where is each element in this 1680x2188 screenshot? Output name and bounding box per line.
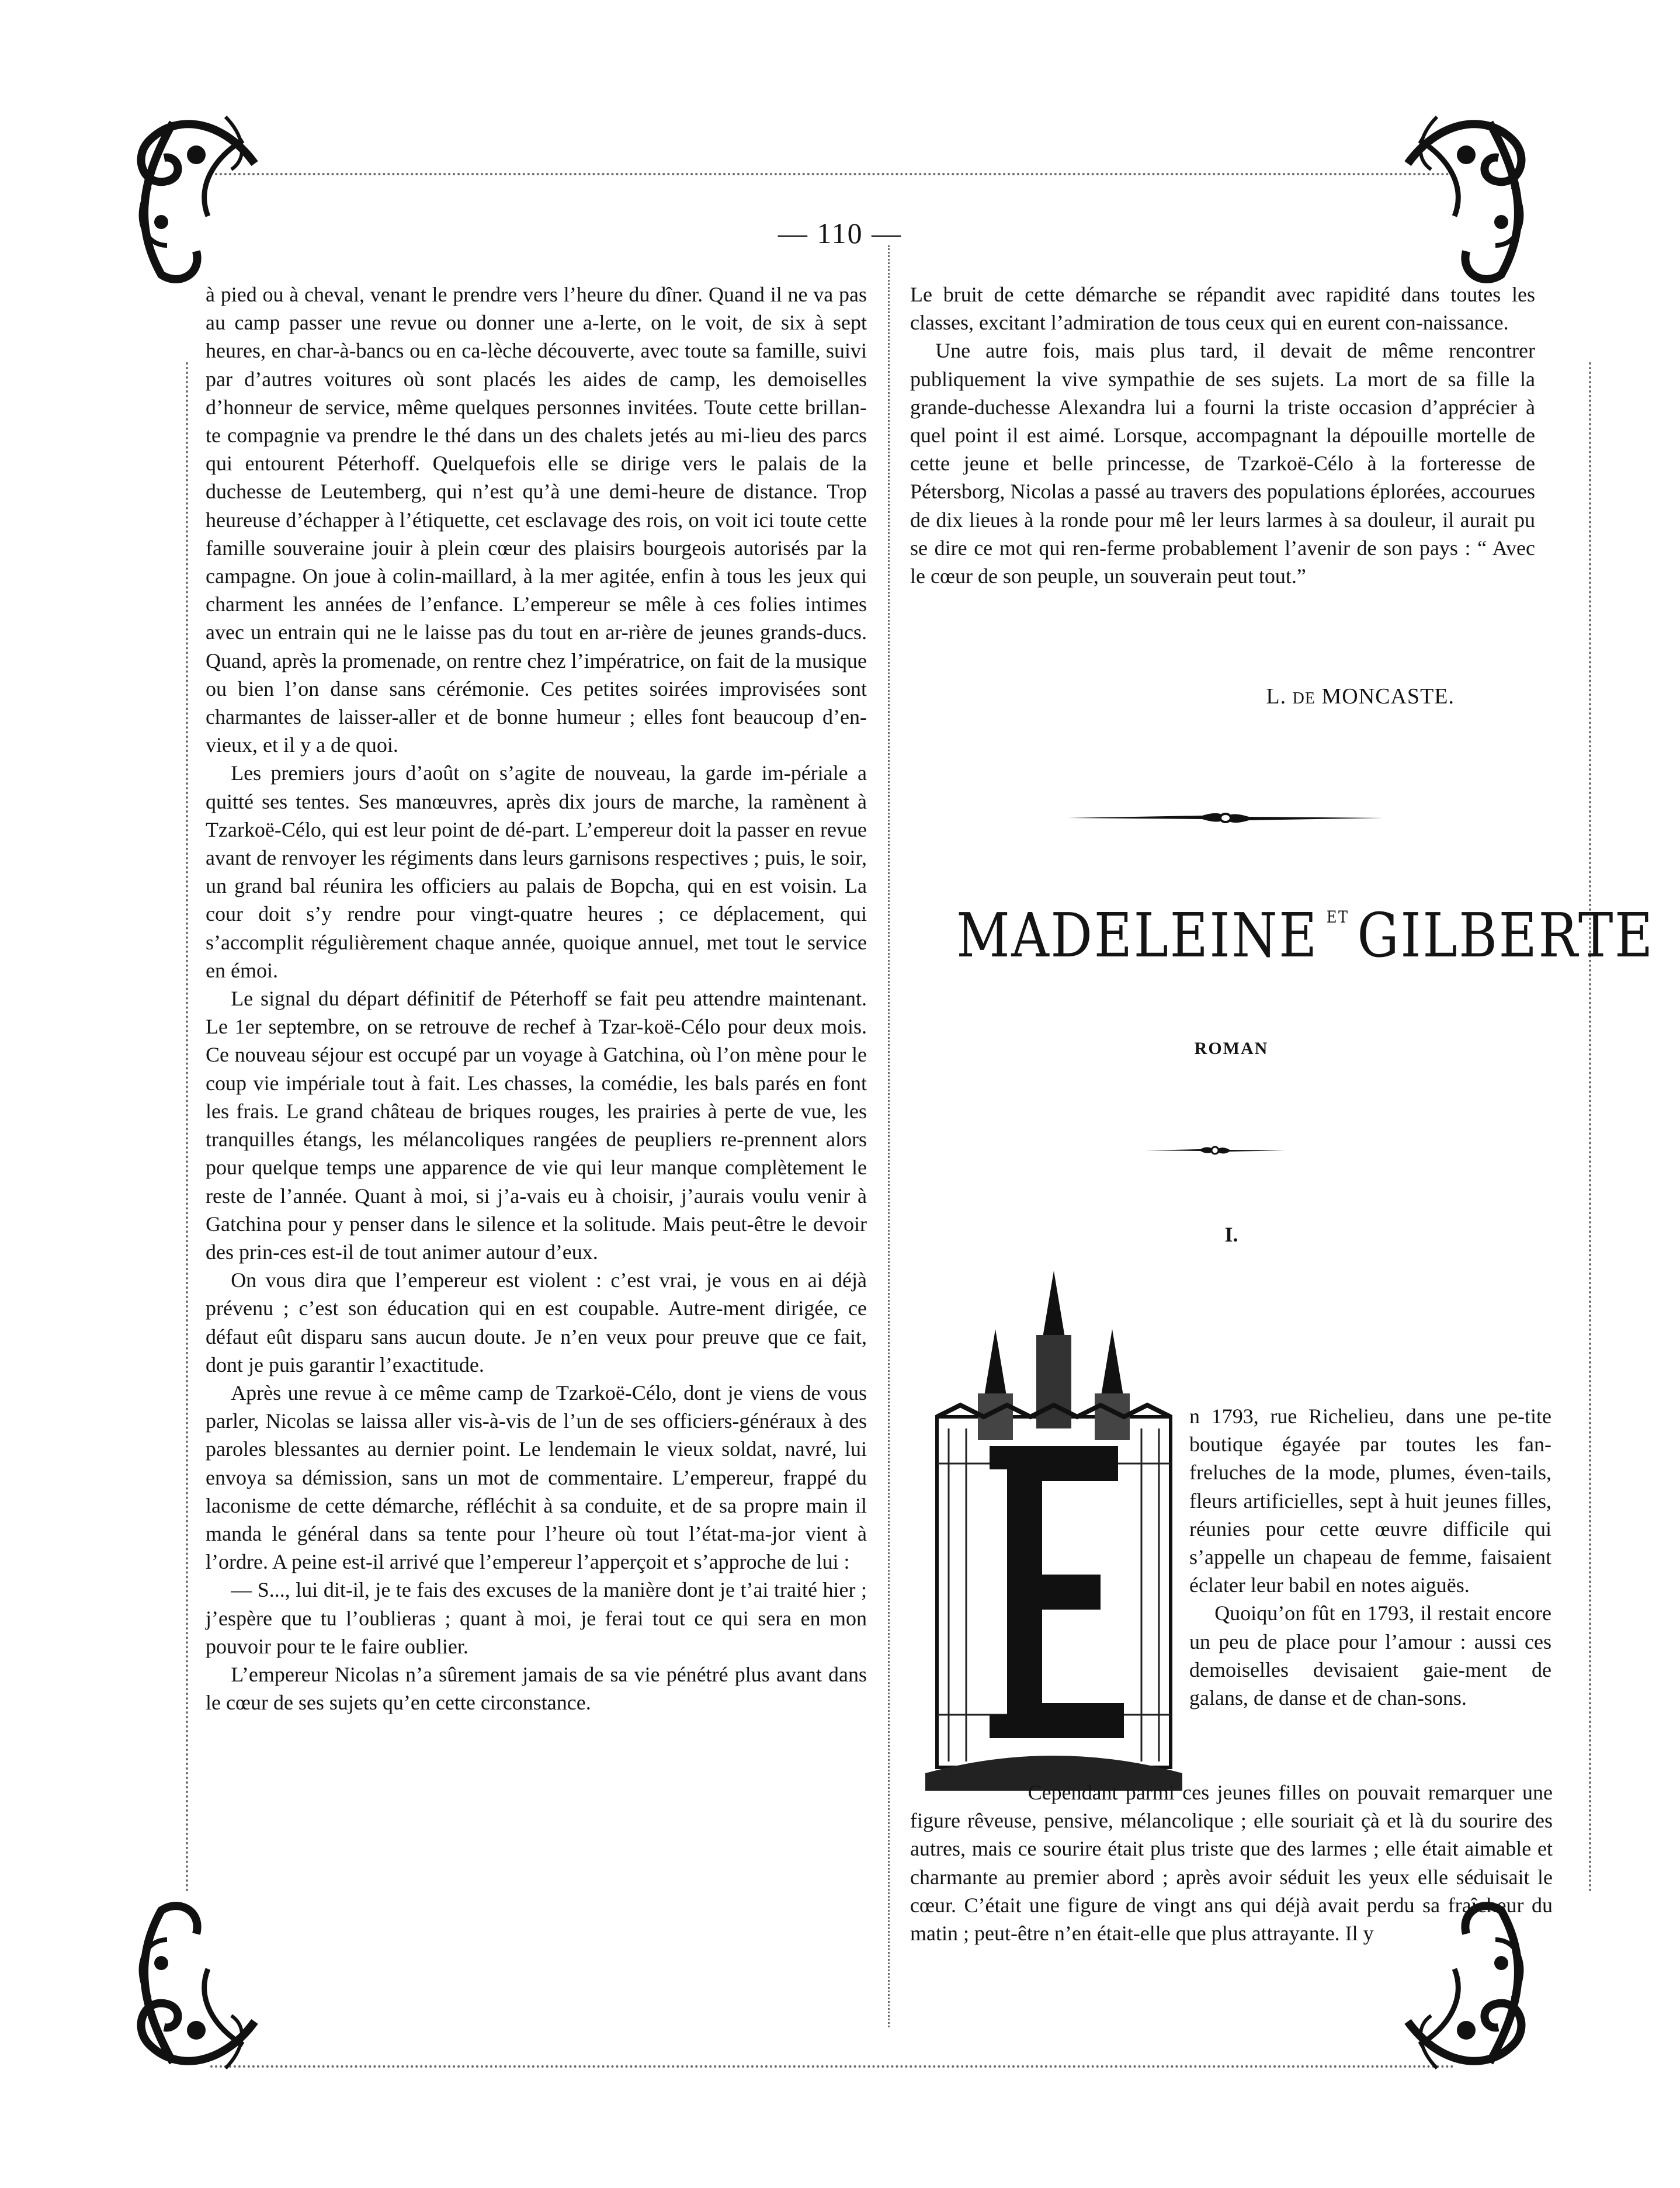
novel-title: [956, 900, 1654, 971]
article-paragraph: Le signal du départ définitif de Péterhoff se fait peu attendre maintenant. Le 1er septembre, on se retrouve de rechef à Tzar-koë-Célo pour deux mois. Ce nouveau séjour est occupé par un voyage à Gatchina, où l’on mène pour le coup vie impériale tout à fait. Les chasses, la comédie, les bals parés en font les frais. Le grand château de briques rouges, les prairies à perte de vue, les tranquilles étangs, les mélancoliques rangées de peupliers re-prennent alors pour quelque temps une apparence de vie qui leur manque complètement le reste de l’année. Quant à moi, si j’a-vais eu à choisir, j’aurais voulu venir à Gatchina pour y penser dans le silence et la solitude. Mais peut-être le devoir des prin-ces est-il de tout animer autour d’eux.: [206, 987, 867, 1264]
left-column-article: [206, 280, 867, 1717]
article-paragraph: Une autre fois, mais plus tard, il devait de même rencontrer publiquement la vive sympathie de ses sujets. La mort de sa fille la grande-duchesse Alexandra lui a fourni la triste occasion d’apprécier à quel point il est aimé. Lorsque, accompagnant la dépouille mortelle de cette jeune et belle princesse, de Tzarkoë-Célo à la forteresse de Pétersborg, Nicolas a passé au travers des populations éplorées, accourues de dix lieues à la ronde pour mê ler leurs larmes à sa douleur, il aurait pu se dire ce mot qui ren-ferme probablement l’avenir de son pays : “ Avec le cœur de son peuple, un souverain peut tout.”: [910, 339, 1535, 588]
chapter-number: I.: [1224, 1223, 1238, 1246]
right-column-article-end: [910, 280, 1535, 590]
right-frame-rule: [1589, 362, 1591, 1893]
article-paragraph: — S..., lui dit-il, je te fais des excuses de la manière dont je t’ai traité hier ; j’espère que tu l’oublieras ; quant à moi, je ferai tout ce qui sera en mon pouvoir pour te le faire oublier.: [206, 1578, 867, 1658]
author-signature: [910, 684, 1455, 709]
signature-particle: DE: [1292, 689, 1315, 708]
bottom-left-corner-ornament-icon: [109, 1893, 261, 2086]
article-paragraph: L’empereur Nicolas n’a sûrement jamais de sa vie pénétré plus avant dans le cœur de ses sujets qu’en cette circonstance.: [206, 1662, 867, 1715]
divider-ornament-icon: [1068, 807, 1383, 828]
novel-paragraph: Cependant parmi ces jeunes filles on pouvait remarquer une figure rêveuse, pensive, mélancolique ; elle souriait çà et là du sourire des autres, mais ce sourire était plus triste que des larmes ; elle était aimable et charmante au premier abord ; après avoir séduit les yeux elle séduisait le cœur. C’était une figure de vingt ans qui déjà avait perdu sa fraîcheur du matin ; peut-être n’en était-elle que plus attrayante. Il y: [910, 1781, 1553, 1946]
top-frame-rule: [210, 173, 1455, 175]
novel-paragraph: Quoiqu’on fût en 1793, il restait encore un peu de place pour l’amour : aussi ces demoiselles devisaient gaie-ment de galans, de danse et de chan-sons.: [1189, 1601, 1551, 1710]
divider-ornament-icon: [1145, 1142, 1285, 1159]
title-conjunction: ET: [1326, 907, 1349, 927]
illuminated-initial-icon: [925, 1271, 1182, 1791]
title-part-1: MADELEINE: [956, 900, 1319, 971]
novel-continuation-text: [910, 1778, 1553, 1947]
signature-name: MONCASTE.: [1321, 684, 1455, 709]
genre-label: ROMAN: [1194, 1039, 1269, 1058]
article-paragraph: Après une revue à ce même camp de Tzarkoë-Célo, dont je viens de vous parler, Nicolas se laissa aller vis-à-vis de l’un de ses officiers-généraux à des paroles blessantes au dernier point. Le lendemain le vieux soldat, navré, lui envoya sa démission, sans un mot de commentaire. L’empereur, frappé du laconisme de cette démarche, réfléchit à sa conduite, et de sa propre main il manda le général dans sa tente pour l’heure où tout l’état-ma-jor vient à l’ordre. A peine est-il arrivé que l’empereur l’apperçoit et s’approche de lui :: [206, 1381, 867, 1574]
column-separator: [888, 245, 890, 2027]
novel-opening-text: [1189, 1402, 1551, 1712]
left-frame-rule: [186, 362, 188, 1893]
article-paragraph: Le bruit de cette démarche se répandit avec rapidité dans toutes les classes, excitant l’admiration de tous ceux qui en eurent con-naissance.: [910, 283, 1535, 335]
article-paragraph: On vous dira que l’empereur est violent : c’est vrai, je vous en ai déjà prévenu ; c’est son éducation qui en est coupable. Autre-ment dirigée, ce défaut eût disparu sans aucun doute. Je n’en veux pour preuve que ce fait, dont je puis garantir l’exactitude.: [206, 1268, 867, 1376]
bottom-frame-rule: [210, 2065, 1455, 2068]
article-paragraph: à pied ou à cheval, venant le prendre vers l’heure du dîner. Quand il ne va pas au camp passer une revue ou donner une a-lerte, on le voit, de six à sept heures, en char-à-bancs ou en ca-lèche découverte, avec toute sa famille, suivi par d’autres voitures où sont placés les aides de camp, les demoiselles d’honneur de service, même quelques personnes invitées. Toute cette brillan-te compagnie va prendre le thé dans un des chalets jetés au mi-lieu des parcs qui entourent Péterhoff. Quelquefois elle se dirige vers le palais de la duchesse de Leutemberg, qui n’est qu’à une demi-heure de distance. Trop heureuse d’échapper à l’étiquette, cet esclavage des rois, on voit ici toute cette famille souveraine jouir à plein cœur des plaisirs bourgeois autorisés par la campagne. On joue à colin-maillard, à la mer agitée, enfin à tous les jeux qui charment les années de l’enfance. L’empereur se mêle à ces folies intimes avec un entrain qui ne le laisse pas du tout en ar-rière de jeunes grands-ducs. Quand, après la promenade, on rentre chez l’impératrice, on fait de la musique ou bien l’on danse sans cérémonie. Ces petites soirées improvisées sont charmantes de laisser-aller et de bonne humeur ; elles font beaucoup d’en-vieux, et il y a de quoi.: [206, 283, 867, 757]
title-part-2: GILBERTE: [1357, 900, 1654, 971]
article-paragraph: Les premiers jours d’août on s’agite de nouveau, la garde im-périale a quitté ses tentes. Ses manœuvres, après dix jours de marche, la ramènent à Tzarkoë-Célo, qui est leur point de dé-part. L’empereur doit la passer en revue avant de renvoyer les régiments dans leurs garnisons respectives ; puis, le soir, un grand bal réunira les officiers au palais de Bopcha, qui en est voisin. La cour doit s’y rendre pour vingt-quatre heures ; ce déplacement, qui s’accomplit régulièrement chaque année, quoique annuel, met tout le service en émoi.: [206, 761, 867, 982]
top-right-corner-ornament-icon: [1402, 99, 1554, 292]
signature-initial: L.: [1266, 684, 1287, 709]
top-left-corner-ornament-icon: [109, 99, 261, 292]
page-number: — 110 —: [777, 217, 903, 249]
novel-paragraph: n 1793, rue Richelieu, dans une pe-tite boutique égayée par toutes les fan-freluches de la mode, plumes, éven-tails, fleurs artificielles, sept à huit jeunes filles, réunies pour cette œuvre difficile qui s’appelle un chapeau de femme, faisaient éclater leur babil en notes aiguës.: [1189, 1405, 1551, 1597]
